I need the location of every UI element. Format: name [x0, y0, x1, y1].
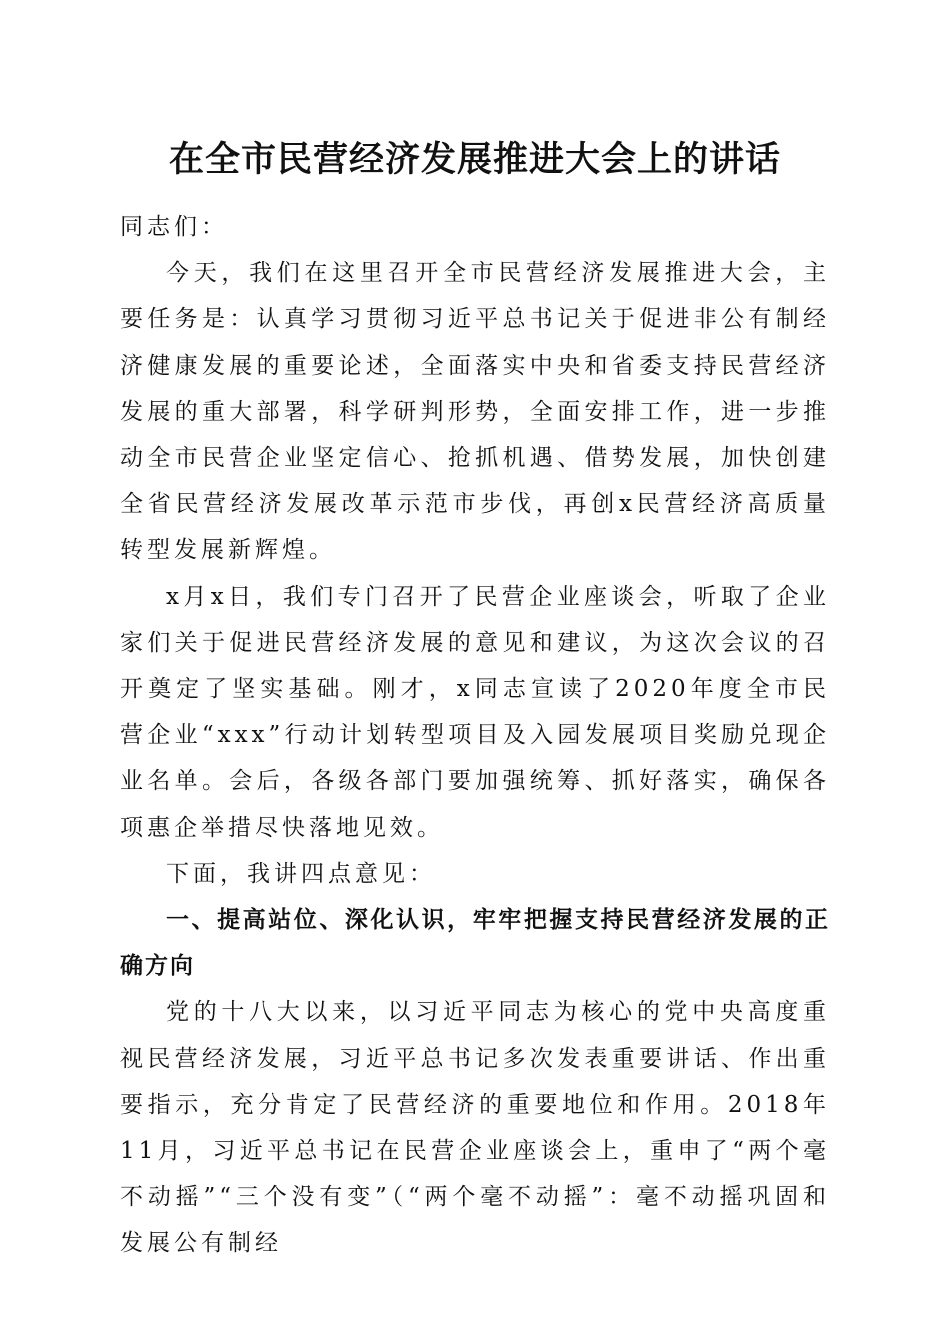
- paragraph-section-1: 党的十八大以来，以习近平同志为核心的党中央高度重视民营经济发展，习近平总书记多次发表重要讲话、作出重要指示，充分肯定了民营经济的重要地位和作用。2018年11月，习近平总书记在民营企业座谈会上，重申了“两个毫不动摇”“三个没有变”（“两个毫不动摇”：毫不动摇巩固和发展公有制经: [120, 999, 830, 1257]
- document-body: [120, 204, 830, 1267]
- paragraph-opening: 今天，我们在这里召开全市民营经济发展推进大会，主要任务是：认真学习贯彻习近平总书记关于促进非公有制经济健康发展的重要论述，全面落实中央和省委支持民营经济发展的重大部署，科学研判形势，全面安排工作，进一步推动全市民营企业坚定信心、抢抓机遇、借势发展，加快创建全省民营经济发展改革示范市步伐，再创x民营经济高质量转型发展新辉煌。: [120, 260, 830, 564]
- salutation: 同志们：: [120, 214, 228, 240]
- document-title: 在全市民营经济发展推进大会上的讲话: [168, 139, 781, 180]
- section-heading-1: 一、提高站位、深化认识，牢牢把握支持民营经济发展的正确方向: [120, 906, 830, 980]
- paragraph-intro-points: 下面，我讲四点意见：: [166, 860, 436, 887]
- paragraph-symposium: x月x日，我们专门召开了民营企业座谈会，听取了企业家们关于促进民营经济发展的意见和建议，为这次会议的召开奠定了坚实基础。刚才，x同志宣读了2020年度全市民营企业“xxx”行动计划转型项目及入园发展项目奖励兑现企业名单。会后，各级各部门要加强统筹、抓好落实，确保各项惠企举措尽快落地见效。: [120, 583, 830, 841]
